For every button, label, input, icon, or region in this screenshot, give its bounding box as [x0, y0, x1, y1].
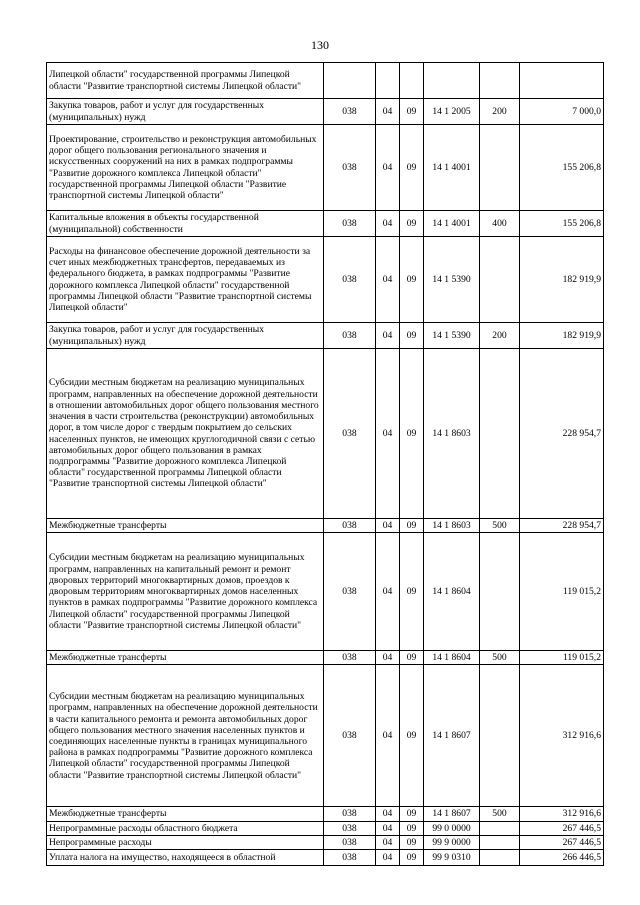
table-row	[47, 237, 604, 323]
row-target-article: 99 9 0310	[424, 850, 480, 866]
row-ved-code: 038	[324, 665, 376, 807]
row-subsection: 09	[400, 519, 424, 533]
row-subsection: 09	[400, 651, 424, 665]
row-section: 04	[376, 349, 400, 519]
row-subsection: 09	[400, 237, 424, 323]
row-expense-type	[480, 125, 520, 211]
row-target-article: 14 1 8603	[424, 519, 480, 533]
row-target-article: 14 1 8607	[424, 807, 480, 821]
row-name: Закупка товаров, работ и услуг для государственных (муниципальных) нужд	[47, 323, 324, 349]
row-expense-type	[480, 349, 520, 519]
row-section: 04	[376, 323, 400, 349]
row-name: Закупка товаров, работ и услуг для государственных (муниципальных) нужд	[47, 99, 324, 125]
row-amount: 228 954,7	[520, 349, 604, 519]
row-section: 04	[376, 99, 400, 125]
budget-table	[46, 62, 604, 866]
row-section: 04	[376, 665, 400, 807]
row-expense-type	[480, 835, 520, 849]
row-name: Непрограммные расходы областного бюджета	[47, 821, 324, 835]
table-row	[47, 835, 604, 849]
row-subsection	[400, 63, 424, 99]
row-target-article	[424, 63, 480, 99]
row-section: 04	[376, 821, 400, 835]
row-expense-type	[480, 665, 520, 807]
table-row	[47, 807, 604, 821]
row-ved-code: 038	[324, 211, 376, 237]
row-target-article: 14 1 8607	[424, 665, 480, 807]
row-section: 04	[376, 807, 400, 821]
row-amount: 182 919,9	[520, 237, 604, 323]
row-target-article: 14 1 4001	[424, 125, 480, 211]
row-subsection: 09	[400, 835, 424, 849]
row-section: 04	[376, 211, 400, 237]
row-subsection: 09	[400, 821, 424, 835]
row-name: Расходы на финансовое обеспечение дорожной деятельности за счет иных межбюджетных трансфертов, передаваемых из федерального бюджета, в рамках подпрограммы "Развитие дорожного комплекса Липецкой области" государственной программы Липецкой области "Развитие транспортной системы Липецкой области"	[47, 237, 324, 323]
row-ved-code: 038	[324, 323, 376, 349]
row-amount: 182 919,9	[520, 323, 604, 349]
table-row	[47, 533, 604, 651]
row-target-article: 99 0 0000	[424, 821, 480, 835]
row-target-article: 14 1 5390	[424, 323, 480, 349]
row-expense-type: 200	[480, 99, 520, 125]
table-row	[47, 211, 604, 237]
row-subsection: 09	[400, 323, 424, 349]
row-target-article: 14 1 8604	[424, 533, 480, 651]
row-ved-code: 038	[324, 807, 376, 821]
row-target-article: 99 9 0000	[424, 835, 480, 849]
row-section: 04	[376, 533, 400, 651]
table-row	[47, 125, 604, 211]
row-ved-code: 038	[324, 835, 376, 849]
row-expense-type	[480, 237, 520, 323]
row-ved-code: 038	[324, 349, 376, 519]
row-expense-type: 200	[480, 323, 520, 349]
row-target-article: 14 1 4001	[424, 211, 480, 237]
row-expense-type: 500	[480, 519, 520, 533]
row-name: Капитальные вложения в объекты государственной (муниципальной) собственности	[47, 211, 324, 237]
row-subsection: 09	[400, 211, 424, 237]
row-amount: 119 015,2	[520, 533, 604, 651]
row-subsection: 09	[400, 665, 424, 807]
table-row	[47, 651, 604, 665]
row-expense-type	[480, 821, 520, 835]
row-ved-code	[324, 63, 376, 99]
row-expense-type: 500	[480, 807, 520, 821]
row-ved-code: 038	[324, 651, 376, 665]
row-target-article: 14 1 2005	[424, 99, 480, 125]
table-row	[47, 665, 604, 807]
row-subsection: 09	[400, 349, 424, 519]
row-name: Межбюджетные трансферты	[47, 651, 324, 665]
row-ved-code: 038	[324, 125, 376, 211]
table-row	[47, 349, 604, 519]
page-number: 130	[311, 38, 329, 52]
row-target-article: 14 1 8603	[424, 349, 480, 519]
table-row	[47, 63, 604, 99]
row-ved-code: 038	[324, 237, 376, 323]
row-amount	[520, 63, 604, 99]
row-name: Межбюджетные трансферты	[47, 519, 324, 533]
table-row	[47, 99, 604, 125]
row-ved-code: 038	[324, 821, 376, 835]
row-ved-code: 038	[324, 519, 376, 533]
row-expense-type: 500	[480, 651, 520, 665]
row-expense-type	[480, 533, 520, 651]
row-name: Проектирование, строительство и реконструкция автомобильных дорог общего пользования регионального значения и искусственных сооружений на них в рамках подпрограммы "Развитие дорожного комплекса Липецкой области" государственной программы Липецкой области "Развитие транспортной системы Липецкой области"	[47, 125, 324, 211]
row-expense-type	[480, 850, 520, 866]
row-name: Непрограммные расходы	[47, 835, 324, 849]
row-name: Субсидии местным бюджетам на реализацию муниципальных программ, направленных на капитальный ремонт и ремонт дворовых территорий многоквартирных домов, проездов к дворовым территориям многоквартирных домов населенных пунктов в рамках подпрограммы "Развитие дорожного комплекса Липецкой области" государственной программы Липецкой области "Развитие транспортной системы Липецкой области"	[47, 533, 324, 651]
row-section: 04	[376, 519, 400, 533]
row-section	[376, 63, 400, 99]
row-subsection: 09	[400, 125, 424, 211]
row-section: 04	[376, 850, 400, 866]
row-amount: 7 000,0	[520, 99, 604, 125]
row-amount: 155 206,8	[520, 211, 604, 237]
row-name: Субсидии местным бюджетам на реализацию муниципальных программ, направленных на обеспечение дорожной деятельности в отношении автомобильных дорог общего пользования местного значения в части строительства (реконструкции) автомобильных дорог, в том числе дорог с твердым покрытием до сельских населенных пунктов, не имеющих круглогодичной связи с сетью автомобильных дорог общего пользования в рамках подпрограммы "Развитие дорожного комплекса Липецкой области" государственной программы Липецкой области "Развитие транспортной системы Липецкой области"	[47, 349, 324, 519]
row-amount: 267 446,5	[520, 835, 604, 849]
row-name: Субсидии местным бюджетам на реализацию муниципальных программ, направленных на обеспечение дорожной деятельности в части капитального ремонта и ремонта автомобильных дорог общего пользования местного значения населенных пунктов и соединяющих населенные пункты в границах муниципального района в рамках подпрограммы "Развитие дорожного комплекса Липецкой области" государственной программы Липецкой области "Развитие транспортной системы Липецкой области"	[47, 665, 324, 807]
row-section: 04	[376, 651, 400, 665]
row-target-article: 14 1 8604	[424, 651, 480, 665]
row-subsection: 09	[400, 807, 424, 821]
row-ved-code: 038	[324, 99, 376, 125]
row-name: Уплата налога на имущество, находящееся в областной	[47, 850, 324, 866]
row-subsection: 09	[400, 533, 424, 651]
row-subsection: 09	[400, 99, 424, 125]
row-amount: 266 446,5	[520, 850, 604, 866]
table-row	[47, 821, 604, 835]
row-section: 04	[376, 125, 400, 211]
table-row	[47, 850, 604, 866]
row-amount: 155 206,8	[520, 125, 604, 211]
row-amount: 119 015,2	[520, 651, 604, 665]
row-amount: 312 916,6	[520, 807, 604, 821]
row-amount: 312 916,6	[520, 665, 604, 807]
row-expense-type	[480, 63, 520, 99]
row-name: Липецкой области" государственной программы Липецкой области "Развитие транспортной системы Липецкой области"	[47, 63, 324, 99]
row-subsection: 09	[400, 850, 424, 866]
row-target-article: 14 1 5390	[424, 237, 480, 323]
row-amount: 228 954,7	[520, 519, 604, 533]
row-expense-type: 400	[480, 211, 520, 237]
table-row	[47, 323, 604, 349]
row-section: 04	[376, 835, 400, 849]
row-ved-code: 038	[324, 850, 376, 866]
row-ved-code: 038	[324, 533, 376, 651]
row-section: 04	[376, 237, 400, 323]
row-name: Межбюджетные трансферты	[47, 807, 324, 821]
row-amount: 267 446,5	[520, 821, 604, 835]
table-row	[47, 519, 604, 533]
